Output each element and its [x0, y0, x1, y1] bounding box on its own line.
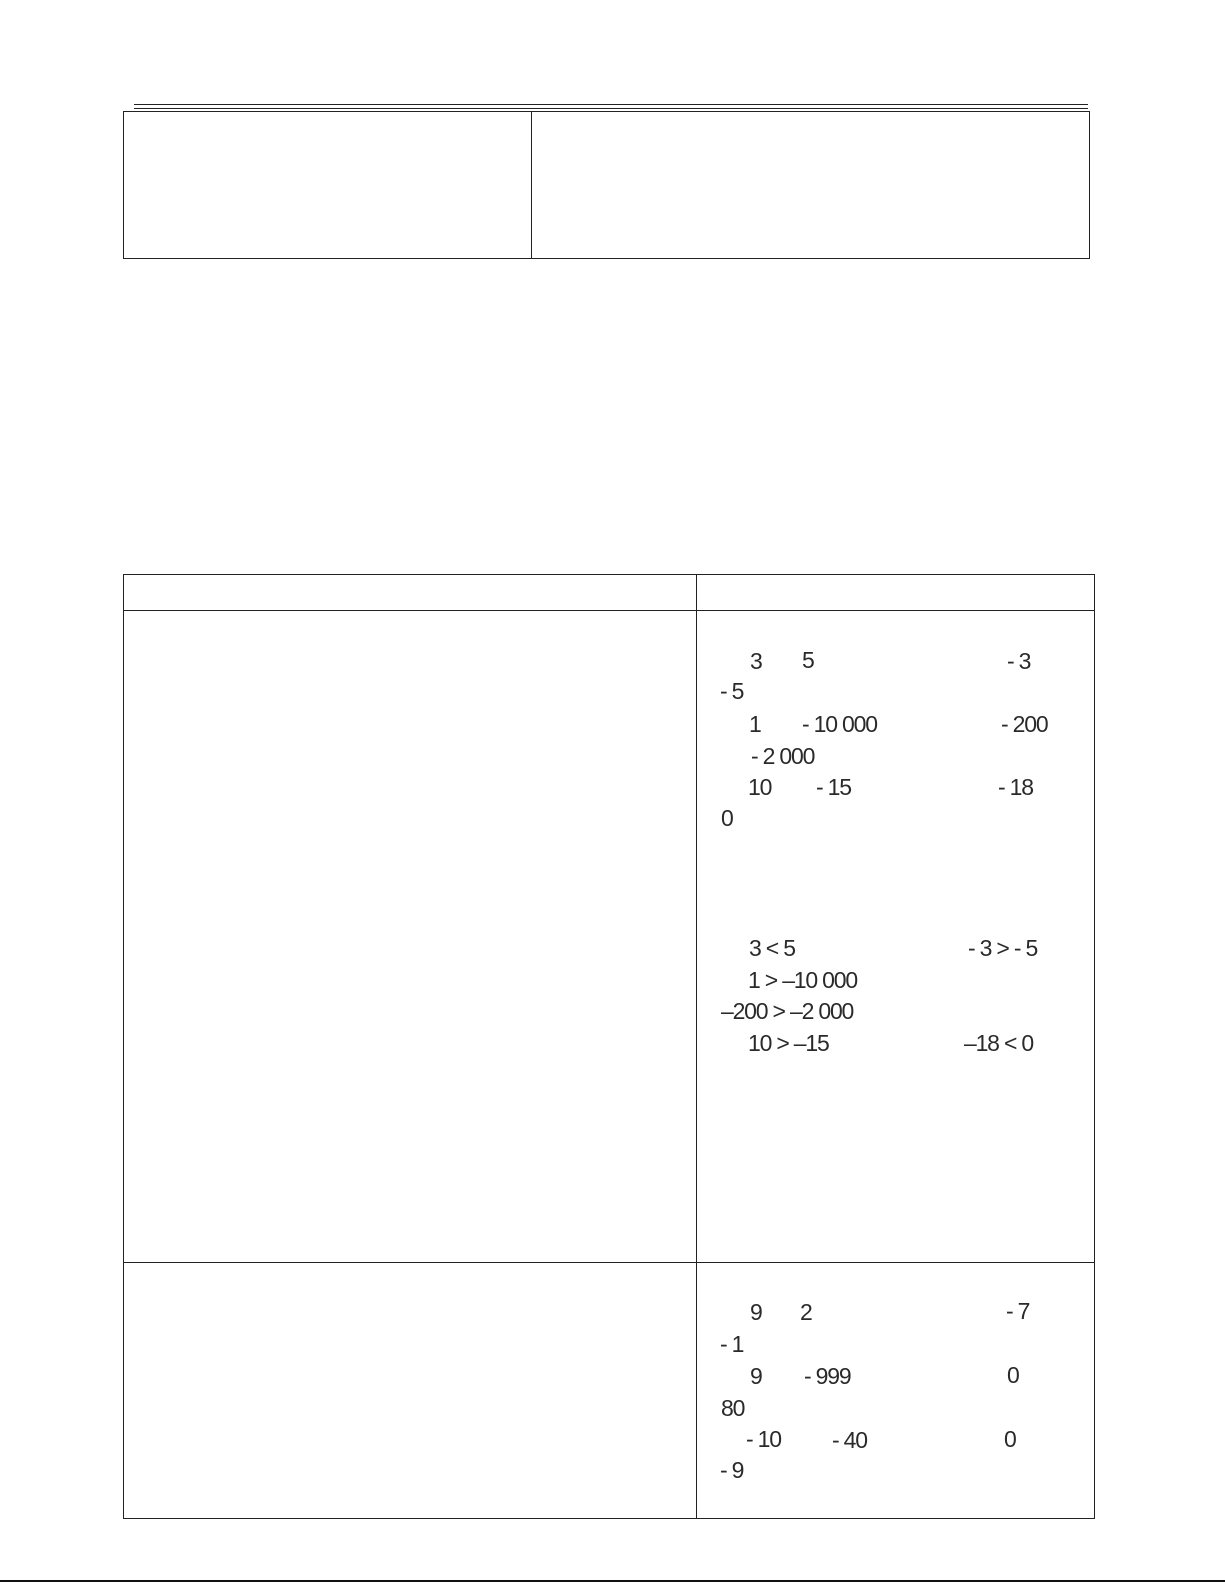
- example-value-neg5: - 5: [720, 678, 744, 704]
- result-neg3-gt-neg5: - 3 > - 5: [968, 935, 1038, 961]
- example-value-neg15: - 15: [816, 774, 851, 800]
- example-value-neg200: - 200: [1001, 711, 1048, 737]
- header-table-divider: [531, 111, 532, 259]
- result-1-gt-neg10000: 1 > –10 000: [748, 967, 857, 993]
- example-value-neg3: - 3: [1007, 648, 1031, 674]
- example-value-1: 1: [749, 711, 761, 737]
- main-table-header-separator: [123, 610, 1095, 611]
- example-value-neg10000: - 10 000: [802, 711, 877, 737]
- example-value-3: 3: [750, 648, 762, 674]
- page-bottom-rule: [0, 1580, 1225, 1582]
- exercise-value-9b: 9: [750, 1363, 762, 1389]
- exercise-value-neg999: - 999: [804, 1363, 851, 1389]
- exercise-value-neg10: - 10: [746, 1426, 781, 1452]
- result-10-gt-neg15: 10 > –15: [748, 1030, 829, 1056]
- exercise-value-0a: 0: [1007, 1362, 1019, 1388]
- exercise-value-2: 2: [800, 1299, 812, 1325]
- example-value-10: 10: [748, 774, 772, 800]
- exercise-value-neg9: - 9: [720, 1457, 744, 1483]
- exercise-value-neg7: - 7: [1006, 1298, 1030, 1324]
- main-table-column-divider: [696, 574, 697, 1519]
- header-rule-top: [134, 104, 1088, 105]
- exercise-value-80: 80: [721, 1395, 745, 1421]
- exercise-value-9: 9: [750, 1299, 762, 1325]
- exercise-value-neg40: - 40: [832, 1427, 867, 1453]
- example-value-neg2000: - 2 000: [751, 743, 815, 769]
- example-value-5: 5: [802, 647, 814, 673]
- exercise-value-0b: 0: [1004, 1426, 1016, 1452]
- result-neg200-gt-neg2000: –200 > –2 000: [721, 998, 854, 1024]
- main-table-row-separator: [123, 1262, 1095, 1263]
- example-value-neg18: - 18: [998, 774, 1033, 800]
- header-table: [123, 111, 1090, 259]
- main-table: [123, 574, 1095, 1519]
- header-rule-bottom: [134, 108, 1088, 109]
- result-3-lt-5: 3 < 5: [749, 935, 795, 961]
- result-neg18-lt-0: –18 < 0: [964, 1030, 1033, 1056]
- exercise-value-neg1: - 1: [720, 1331, 744, 1357]
- example-value-0: 0: [721, 805, 733, 831]
